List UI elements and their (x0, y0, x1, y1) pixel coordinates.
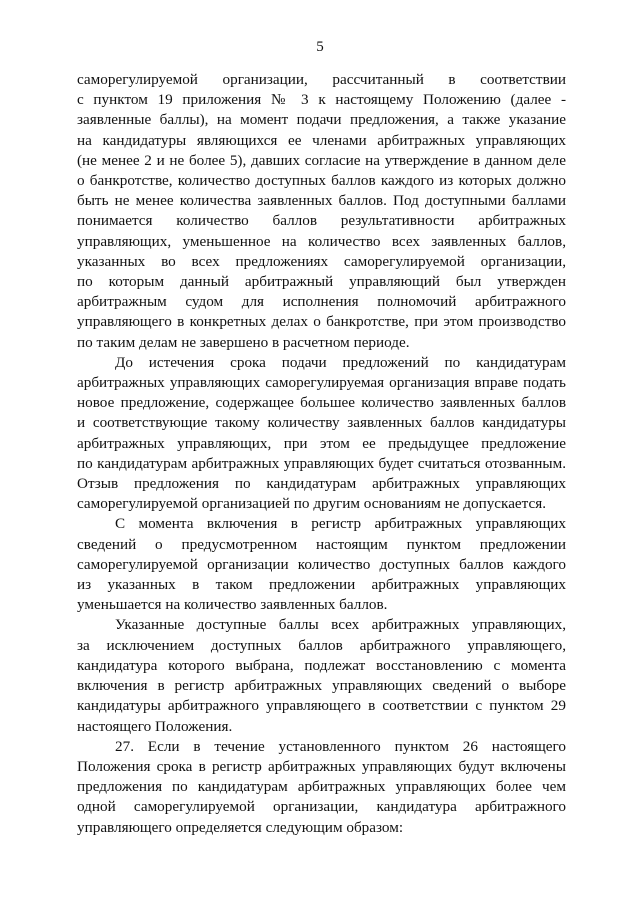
paragraph (77, 353, 566, 515)
text-line: о банкротстве, количество доступных баллов каждого из которых должно (77, 172, 566, 190)
text-line: (не менее 2 и не более 5), давших согласие на утверждение в данном деле (77, 151, 566, 169)
text-line: кандидатура которого выбрана, подлежат восстановлению с момента (77, 656, 566, 674)
text-line-first: С момента включения в регистр арбитражных управляющих (115, 515, 566, 533)
text-line-last: по таким делам не завершено в расчетном периоде. (77, 333, 410, 351)
text-line-first: Указанные доступные баллы всех арбитражных управляющих, (115, 616, 566, 634)
text-line: кандидатуры арбитражного управляющего в соответствии с пунктом 29 (77, 697, 566, 715)
text-line-last: управляющего определяется следующим образом: (77, 818, 404, 836)
text-line: саморегулируемой организации, рассчитанный в соответствии (77, 71, 566, 88)
text-line: из указанных в таком предложении арбитражных управляющих (77, 576, 566, 594)
text-line: предложения по кандидатурам арбитражных управляющих более чем (77, 778, 566, 796)
paragraph (77, 737, 566, 838)
paragraph (77, 615, 566, 736)
text-line: с пунктом 19 приложения № 3 к настоящему Положению (далее - (77, 91, 566, 109)
text-line: по которым данный арбитражный управляющий был утвержден (77, 273, 566, 291)
text-line-first: 27. Если в течение установленного пунктом 26 настоящего (115, 737, 566, 755)
paragraph (77, 70, 566, 353)
text-line: одной саморегулируемой организации, кандидатура арбитражного (77, 798, 566, 816)
text-line: Отзыв предложения по кандидатурам арбитражных управляющих (77, 475, 566, 493)
text-line-last: саморегулируемой организацией по другим основаниям не допускается. (77, 495, 547, 513)
text-line: управляющих, уменьшенное на количество всех заявленных баллов, (77, 232, 566, 250)
text-line: включения в регистр арбитражных управляющих сведений о выборе (77, 677, 566, 695)
text-line-first: До истечения срока подачи предложений по кандидатурам (115, 353, 566, 371)
text-line: саморегулируемой организации количество доступных баллов каждого (77, 555, 566, 573)
text-line: арбитражных управляющих саморегулируемая организация вправе подать (77, 374, 566, 392)
text-line: понимается количество баллов результативности арбитражных (77, 212, 566, 230)
document-body (77, 70, 566, 838)
text-line: Положения срока в регистр арбитражных управляющих будут включены (77, 757, 566, 775)
text-line-last: настоящего Положения. (77, 717, 233, 735)
text-line: указанных во всех предложениях саморегулируемой организации, (77, 252, 566, 270)
text-line: новое предложение, содержащее большее количество заявленных баллов (77, 394, 566, 412)
text-line: арбитражных управляющих, при этом ее предыдущее предложение (77, 434, 566, 452)
text-line: сведений о предусмотренном настоящим пунктом предложении (77, 535, 566, 553)
text-line: заявленные баллы), на момент подачи предложения, а также указание (77, 111, 566, 129)
text-line-last: уменьшается на количество заявленных баллов. (77, 596, 388, 614)
text-line: управляющего в конкретных делах о банкротстве, при этом производство (77, 313, 566, 331)
text-line: по кандидатурам арбитражных управляющих будет считаться отозванным. (77, 454, 566, 472)
page-number: 5 (316, 39, 324, 55)
text-line: быть не менее количества заявленных баллов. Под доступными баллами (77, 192, 566, 210)
text-line: арбитражным судом для исполнения полномочий арбитражного (77, 293, 566, 311)
text-line: за исключением доступных баллов арбитражного управляющего, (77, 636, 566, 654)
text-line: и соответствующие такому количеству заявленных баллов кандидатуры (77, 414, 566, 432)
paragraph (77, 514, 566, 615)
text-line: на кандидатуры являющихся ее членами арбитражных управляющих (77, 131, 566, 149)
